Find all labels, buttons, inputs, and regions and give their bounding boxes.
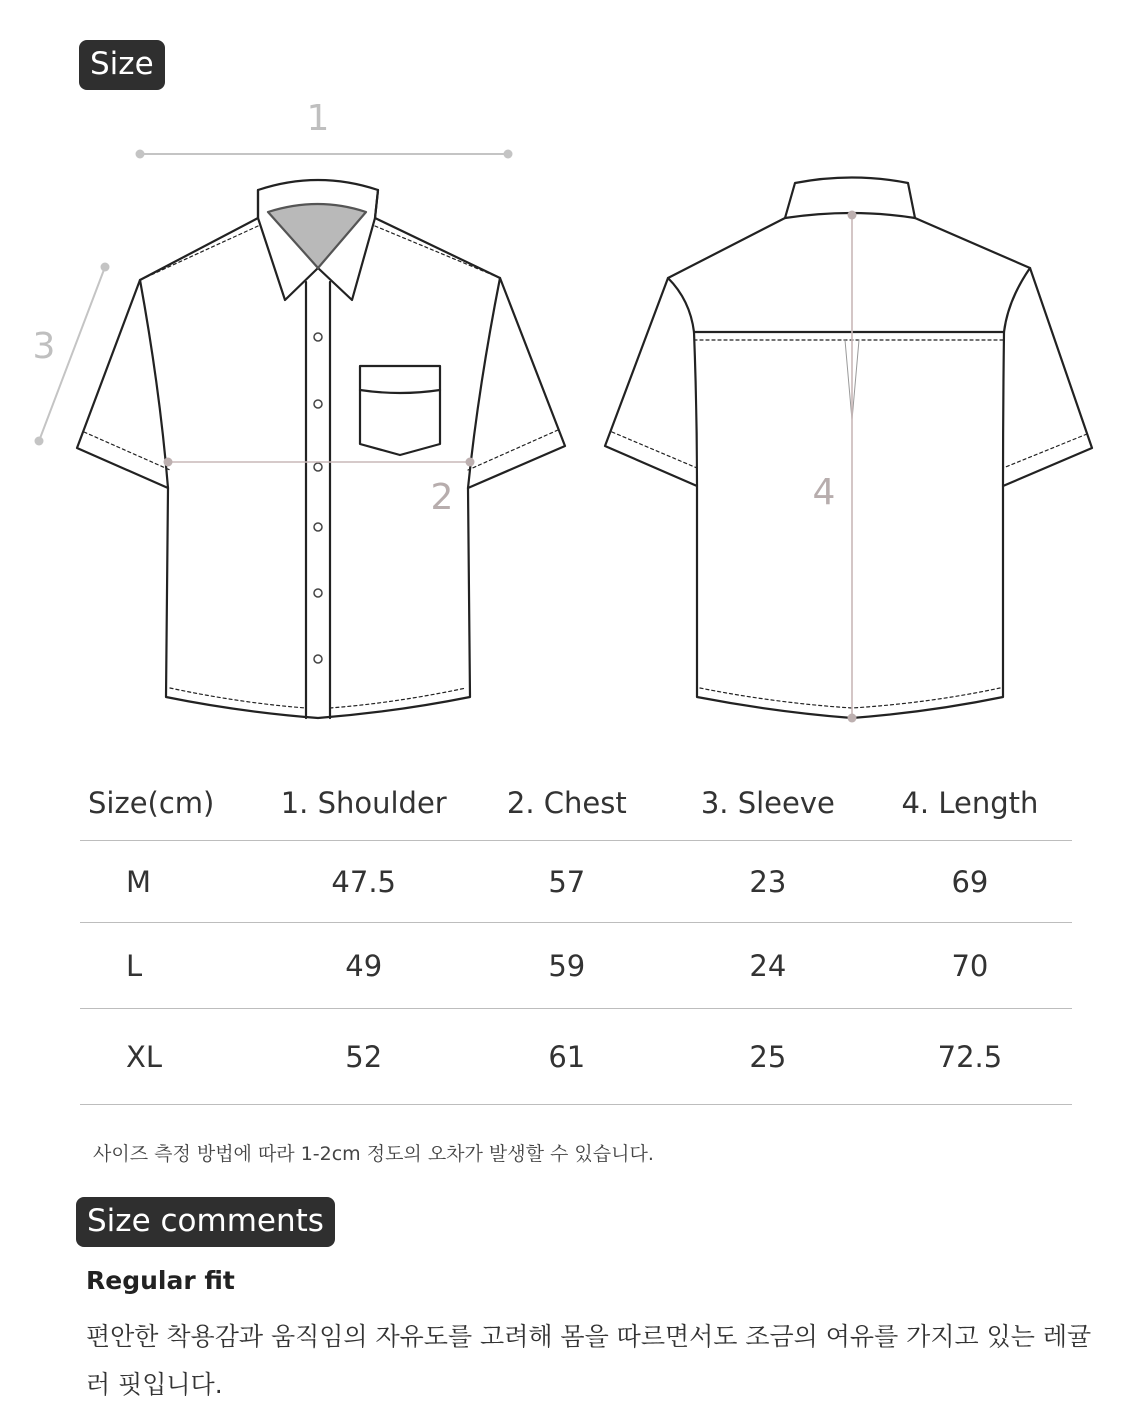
fit-description: 편안한 착용감과 움직임의 자유도를 고려해 몸을 따르면서도 조금의 여유를 가지고 있는 레귤러 핏입니다. [86,1322,1092,1399]
cell-shoulder: 47.5 [262,841,466,923]
chest-label: 2 [430,477,454,518]
length-label: 4 [812,472,836,513]
cell-size: M [80,841,262,923]
shirt-measurement-diagram [0,90,1125,740]
header-shoulder: 1. Shoulder [262,765,466,841]
cell-sleeve: 25 [668,1009,868,1105]
measurement-tolerance-note: 사이즈 측정 방법에 따라 1-2cm 정도의 오차가 발생할 수 있습니다. [93,1143,654,1165]
cell-size: L [80,923,262,1009]
header-size: Size(cm) [80,765,262,841]
shoulder-label: 1 [306,98,330,139]
cell-shoulder: 49 [262,923,466,1009]
table-row [80,1009,1072,1105]
cell-chest: 61 [466,1009,668,1105]
table-row [80,841,1072,923]
header-length: 4. Length [868,765,1072,841]
header-chest: 2. Chest [466,765,668,841]
cell-sleeve: 24 [668,923,868,1009]
size-section-badge: Size [79,40,165,90]
table-header-row [80,765,1072,841]
fit-title: Regular fit [86,1266,235,1295]
cell-size: XL [80,1009,262,1105]
cell-length: 70 [868,923,1072,1009]
cell-length: 72.5 [868,1009,1072,1105]
sleeve-label: 3 [32,326,56,367]
table-row [80,923,1072,1009]
cell-length: 69 [868,841,1072,923]
cell-shoulder: 52 [262,1009,466,1105]
header-sleeve: 3. Sleeve [668,765,868,841]
cell-chest: 59 [466,923,668,1009]
cell-chest: 57 [466,841,668,923]
cell-sleeve: 23 [668,841,868,923]
shoulder-measure-line [136,150,513,159]
back-shirt-illustration [605,178,1092,719]
front-shirt-illustration [77,180,565,718]
size-chart-table [80,765,1072,1105]
size-comments-badge: Size comments [76,1197,335,1247]
